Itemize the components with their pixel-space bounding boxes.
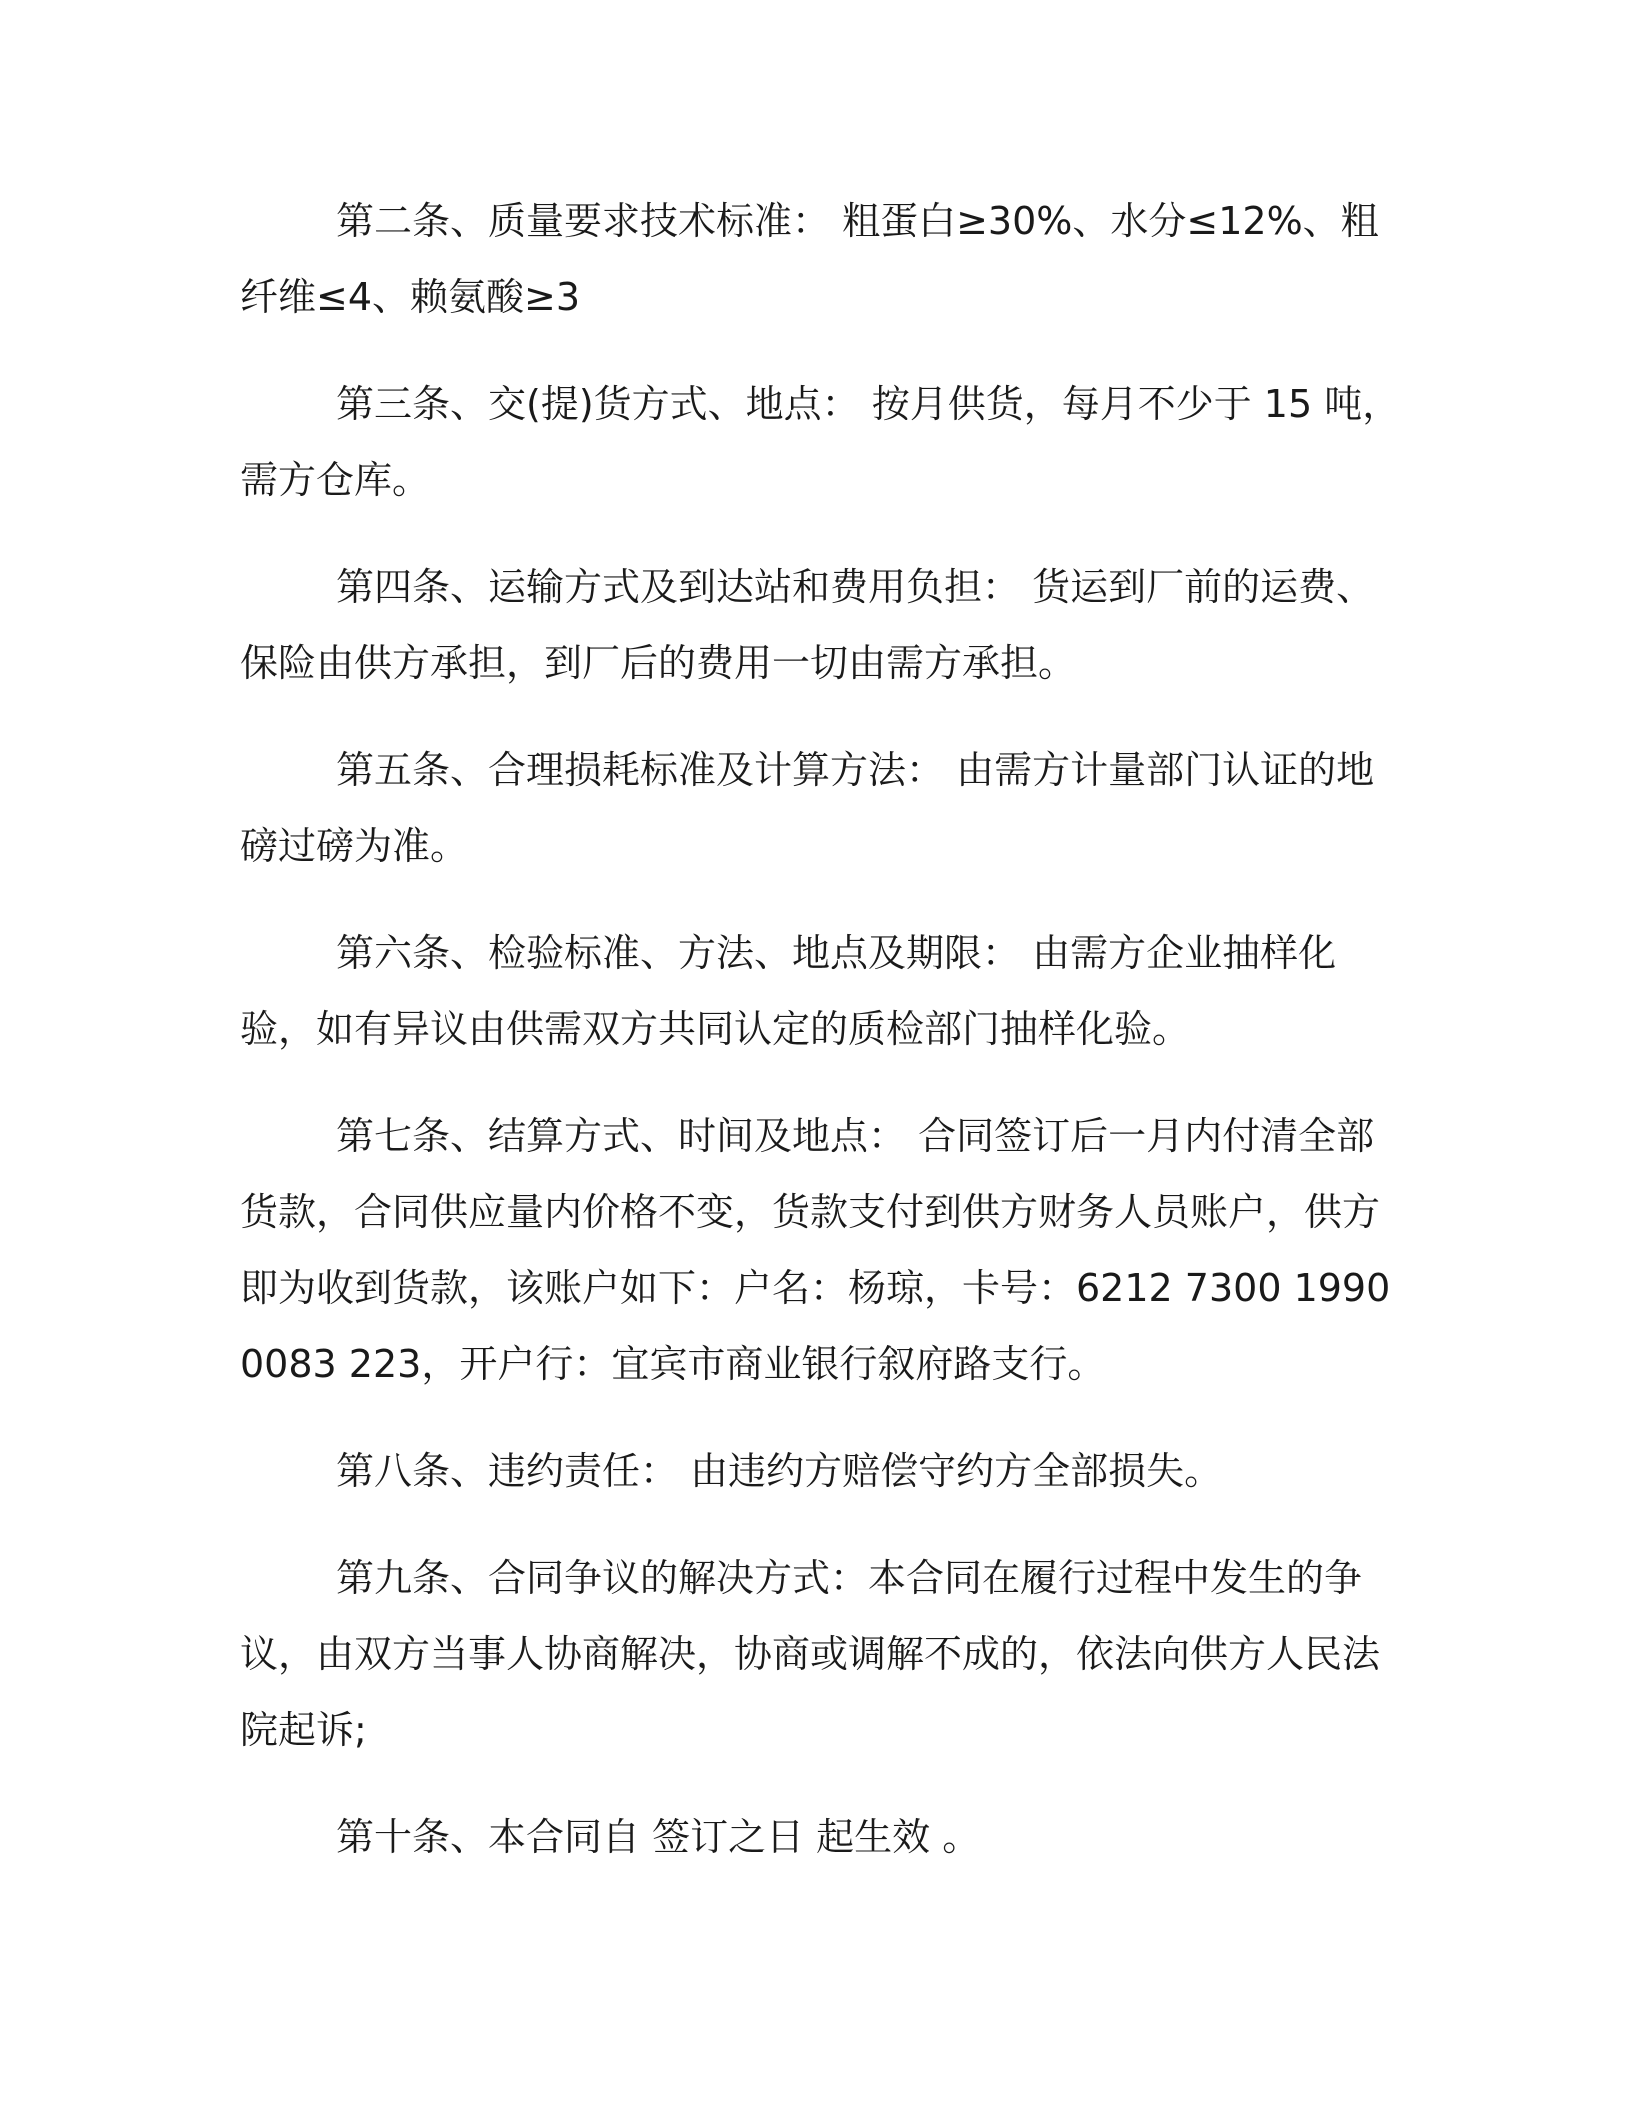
clause-3-delivery-method: 第三条、交(提)货方式、地点： 按月供货，每月不少于 15 吨，需方仓库。: [240, 382, 1401, 502]
clause-4-transport-costs: 第四条、运输方式及到达站和费用负担： 货运到厂前的运费、保险由供方承担，到厂后的费用一切由需方承担。: [240, 565, 1375, 685]
clause-6-inspection: 第六条、检验标准、方法、地点及期限： 由需方企业抽样化验，如有异议由供需双方共同认定的质检部门抽样化验。: [240, 931, 1337, 1051]
clause-9-dispute-resolution: 第九条、合同争议的解决方式：本合同在履行过程中发生的争议，由双方当事人协商解决，协商或调解不成的，依法向供方人民法院起诉;: [240, 1556, 1381, 1752]
clause-5-loss-standards: 第五条、合理损耗标准及计算方法： 由需方计量部门认证的地磅过磅为准。: [240, 748, 1375, 868]
clause-8-breach-liability: 第八条、违约责任： 由违约方赔偿守约方全部损失。: [336, 1449, 1223, 1493]
contract-body: [240, 183, 1410, 1906]
clause-10-effective-date: 第十条、本合同自 签订之日 起生效 。: [336, 1815, 981, 1859]
clause-7-settlement: 第七条、结算方式、时间及地点： 合同签订后一月内付清全部货款，合同供应量内价格不变，货款支付到供方财务人员账户，供方即为收到货款，该账户如下：户名：杨琼，卡号：6212 7300 1990 0083 223，开户行：宜宾市商业银行叙府路支行。: [240, 1114, 1391, 1386]
clause-2-quality-standards: 第二条、质量要求技术标准： 粗蛋白≥30%、水分≤12%、粗纤维≤4、赖氨酸≥3: [240, 199, 1379, 319]
